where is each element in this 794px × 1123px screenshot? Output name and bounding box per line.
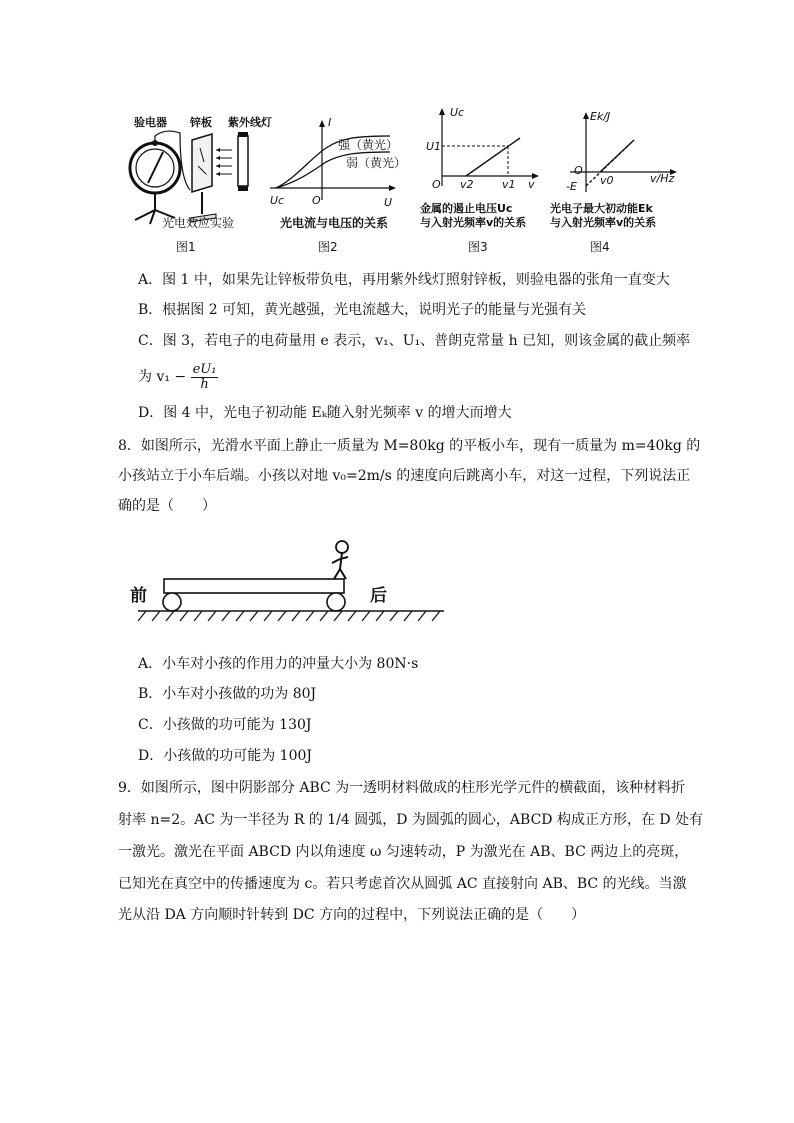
fig2-label-o: O [312, 194, 321, 207]
fig3-label-u1: U1 [426, 140, 442, 153]
q7-option-c-numerator: eU₁ [192, 361, 217, 377]
q7-option-c-line1: C．图 3，若电子的电荷量用 e 表示，v₁、U₁、普朗克常量 h 已知，则该金属的截止频率 [138, 333, 691, 349]
q9-stem-line2: 射率 n=2。AC 为一半径为 R 的 1/4 圆弧，D 为圆弧的圆心，ABCD 构成正方形，在 D 处有 [118, 812, 704, 828]
q8-option-d: D．小孩做的功可能为 100J [138, 748, 313, 764]
figure-2 [266, 116, 407, 260]
fig1-label-uv: 紫外线灯 [228, 116, 272, 129]
fig3-axis-uc: Uc [450, 106, 465, 119]
fig1-label-electroscope: 验电器 [134, 116, 167, 129]
q7-option-c-fraction [191, 363, 219, 392]
q9-stem-line5: 光从沿 DA 方向顺时针转到 DC 方向的过程中，下列说法正确的是（ ） [118, 907, 586, 923]
fig1-name: 图1 [176, 240, 196, 254]
q8-cart-figure [126, 535, 446, 625]
q7-option-b: B．根据图 2 可知，黄光越强，光电流越大，说明光子的能量与光强有关 [138, 302, 587, 318]
q8-option-b: B．小车对小孩做的功为 80J [138, 686, 317, 702]
q8-label-back: 后 [370, 586, 387, 606]
figure-3 [420, 106, 540, 260]
fig3-label-v2: v2 [460, 178, 474, 191]
fig2-name: 图2 [318, 240, 338, 254]
fig4-caption-line1: 光电子最大初动能Ek [550, 202, 653, 215]
fig1-label-zinc: 锌板 [190, 116, 212, 129]
q8-option-c: C．小孩做的功可能为 130J [138, 717, 312, 733]
fig3-caption-line1: 金属的遏止电压Uc [420, 202, 513, 215]
fig2-label-weak: 弱（黄光） [346, 156, 407, 170]
q8-stem-line3: 确的是（ ） [118, 498, 216, 514]
fig1-caption: 光电效应实验 [162, 216, 235, 230]
figure-1 [120, 110, 280, 260]
q8-stem-line2: 小孩站立于小车后端。小孩以对地 v₀=2m/s 的速度向后跳离小车，对这一过程，下列说法正 [118, 468, 691, 484]
fig2-label-uc: Uc [270, 194, 285, 207]
fig4-label-vhz: v/Hz [650, 172, 675, 185]
q7-option-a: A．图 1 中，如果先让锌板带负电，再用紫外线灯照射锌板，则验电器的张角一直变大 [138, 272, 670, 288]
q8-option-a: A．小车对小孩的作用力的冲量大小为 80N·s [138, 656, 419, 672]
q9-stem-line4: 已知光在真空中的传播速度为 c。若只考虑首次从圆弧 AC 直接射向 AB、BC 的光线。当激 [118, 876, 687, 892]
fig2-label-strong: 强（黄光） [338, 138, 399, 152]
fig4-label-o: O [574, 164, 583, 177]
fig4-axis-ek: Ek/J [590, 110, 611, 123]
fig3-caption-line2: 与入射光频率v的关系 [420, 216, 527, 229]
figure-4 [550, 110, 680, 260]
fig4-label-neg-e: -E [566, 180, 577, 193]
q9-stem-line3: 一激光。激光在平面 ABCD 内以角速度 ω 匀速转动，P 为激光在 AB、BC 两边上的亮斑， [118, 844, 689, 860]
fig2-axis-i: I [328, 116, 332, 129]
q7-option-c-prefix: 为 v₁ − [138, 369, 191, 385]
q9-stem-line1: 9．如图所示，图中阴影部分 ABC 为一透明材料做成的柱形光学元件的横截面，该种材料折 [118, 780, 686, 796]
q8-label-front: 前 [130, 586, 147, 606]
q7-option-d: D．图 4 中，光电子初动能 Eₖ随入射光频率 v 的增大而增大 [138, 405, 512, 421]
fig3-label-v: v [528, 178, 535, 191]
q7-option-c-denominator: h [200, 376, 209, 392]
q8-cart-drawing [126, 535, 446, 625]
fig3-name: 图3 [468, 240, 488, 254]
q7-option-c-line2 [138, 362, 218, 392]
fig4-caption-line2: 与入射光频率v的关系 [550, 216, 657, 229]
fig2-axis-u: U [384, 196, 393, 209]
fig4-name: 图4 [590, 240, 610, 254]
fig3-label-v1: v1 [502, 178, 516, 191]
fig4-label-v0: v0 [600, 174, 614, 187]
fig2-caption: 光电流与电压的关系 [280, 216, 389, 230]
fig1-apparatus-drawing [120, 128, 280, 228]
fig3-label-o: O [432, 178, 441, 191]
q8-stem-line1: 8．如图所示，光滑水平面上静止一质量为 M=80kg 的平板小车，现有一质量为 m=40kg 的 [118, 438, 701, 454]
